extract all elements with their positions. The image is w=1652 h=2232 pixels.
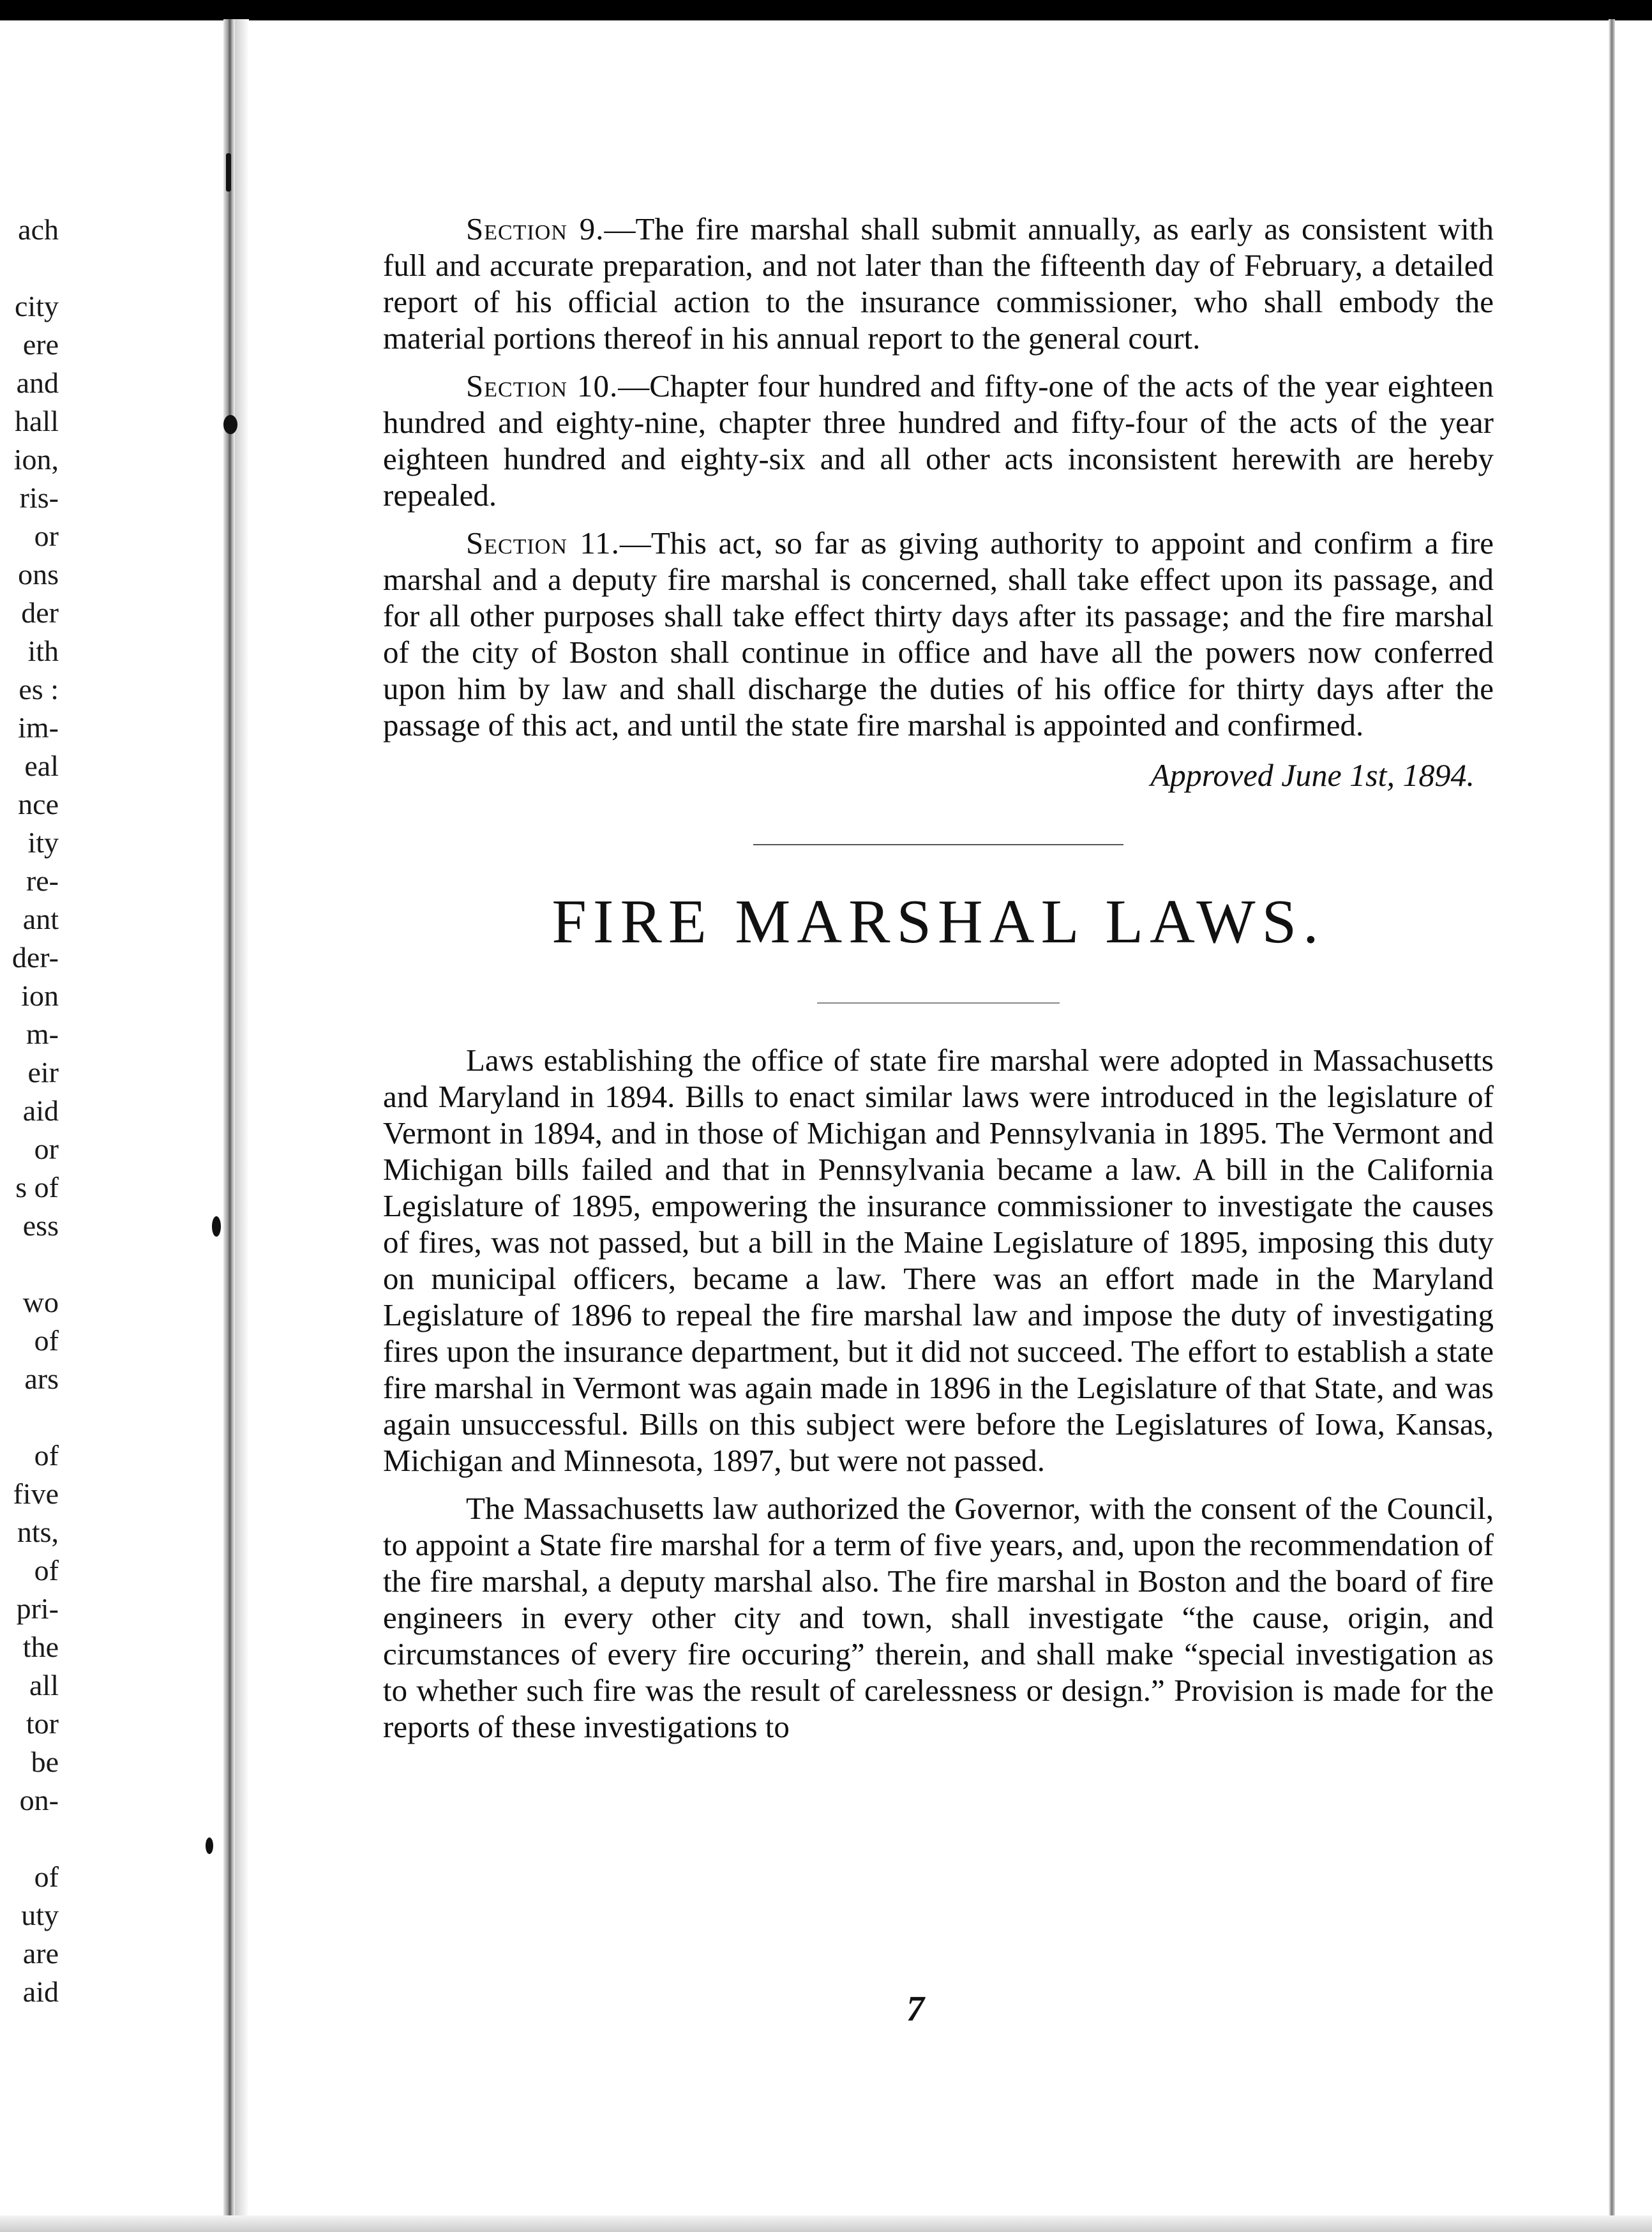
fragment-line [0,1398,59,1436]
fragment-line: der [21,596,59,629]
fragment-line: nts, [17,1516,59,1548]
section-10 [383,368,1494,513]
fragment-line: five [13,1477,59,1510]
section-text: —This act, so far as giving authority to appoint and confirm a fire marshal and a deputy fire marshal is concerned, shall take effect upon its passage, and for all other purposes shall take effect thirty days after its passage; and the fire marshal of the city of Boston shall continue in office and have all the powers now conferred upon him by law and shall discharge the duties of his office for thirty days after the passage of this act, and until the state fire marshal is appointed and confirmed. [383,525,1494,743]
gutter-shadow [235,19,249,2215]
section-label: Section 9. [466,211,604,246]
fragment-line: be [31,1746,59,1778]
section-text: —The fire marshal shall submit annually, as early as consistent with full and accurate preparation, and not later than the fifteenth day of February, a detailed report of his official action to the insurance commissioner, who shall embody the material portions thereof in his annual report to the general court. [383,211,1494,356]
page-right-edge [1609,19,1615,2215]
divider-rule [753,844,1123,845]
fragment-line: hall [15,405,59,437]
fragment-line [0,1245,59,1283]
fragment-line: uty [21,1899,59,1931]
fragment-line: ere [22,328,59,361]
book-gutter [223,19,235,2215]
fragment-line: es : [19,673,59,705]
fragment-line: or [34,1133,59,1165]
fragment-line: pri- [16,1592,59,1625]
section-label: Section 10. [466,368,619,403]
fragment-line: ion, [13,443,59,476]
fragment-line: of [34,1554,59,1587]
page-bottom-edge [0,2215,1652,2232]
fragment-line: ion [21,979,59,1012]
fragment-line: re- [26,864,59,897]
section-9 [383,211,1494,356]
scan-top-band [0,0,1652,20]
fragment-line: m- [26,1018,59,1050]
fragment-line: on- [19,1784,59,1816]
fragment-line: tor [26,1707,59,1740]
fragment-line: ant [22,903,59,935]
fragment-line: and [16,366,59,399]
section-text: —Chapter four hundred and fifty-one of the acts of the year eighteen hundred and eighty-nine, chapter three hundred and fifty-four of the acts of the year eighteen hundred and eighty-six and all other acts inconsistent herewith are hereby repealed. [383,368,1494,513]
fragment-line: or [34,520,59,552]
body-paragraph: Laws establishing the office of state fire marshal were adopted in Massachusetts and Maryland in 1894. Bills to enact similar laws were introduced in the legislature of Vermont in 1894, and in those of Michigan and Pennsylvania in 1895. The Vermont and Michigan bills failed and that in Pennsylvania became a law. A bill in the California Legislature of 1895, empowering the insurance commissioner to investigate the causes of fires, was not passed, but a bill in the Maine Legislature of 1895, imposing this duty on municipal officers, became a law. There was an effort made in the Maryland Legislature of 1896 to repeal the fire marshal law and impose the duty of investigating fires upon the insurance department, but it did not succeed. The effort to establish a state fire marshal in Vermont was again made in 1896 in the Legislature of that State, and was again unsuccessful. Bills on this subject were before the Legislatures of Iowa, Kansas, Michigan and Minnesota, 1897, but were not passed. [383,1042,1494,1478]
divider-rule [817,1002,1060,1004]
fragment-line: s of [15,1171,59,1203]
section-label: Section 11. [466,525,620,561]
fragment-line: of [34,1439,59,1472]
fragment-line: nce [18,788,59,820]
fragment-line: ris- [19,481,59,514]
fragment-line: ars [24,1362,59,1395]
page-body [383,211,1494,1756]
approval-date: Approved June 1st, 1894. [1150,757,1475,793]
fragment-line: are [22,1937,59,1970]
fragment-line [0,249,59,287]
fragment-line: ity [27,826,59,859]
fragment-line: all [29,1669,59,1701]
fragment-line: eir [27,1056,59,1089]
binding-mark [223,415,237,434]
body-paragraph: The Massachusetts law authorized the Governor, with the consent of the Council, to appoint a State fire marshal for a term of five years, and, upon the recommendation of the fire marshal, a deputy marshal also. The fire marshal in Boston and the board of fire engineers in every other city and town, shall investigate “the cause, origin, and circumstances of every fire occuring” therein, and shall make “special investigation as to whether such fire was the result of carelessness or design.” Provision is made for the reports of these investigations to [383,1490,1494,1744]
fragment-line: eal [24,750,59,782]
section-11 [383,525,1494,743]
fragment-line [0,1820,59,1858]
fragment-line: ach [18,213,59,246]
fragment-line: wo [22,1286,59,1318]
fragment-line: of [34,1860,59,1893]
fragment-line: aid [22,1094,59,1127]
fragment-line: ith [27,635,59,667]
binding-mark [206,1837,213,1854]
fragment-line: of [34,1324,59,1357]
binding-mark [226,153,231,192]
fragment-line: the [22,1631,59,1663]
page-number: 7 [906,1989,924,2029]
fragment-line: city [15,290,59,322]
fragment-line: im- [18,711,59,744]
fragment-line: ons [18,558,59,591]
binding-mark [212,1216,221,1237]
fragment-line: der- [11,941,59,974]
fragment-line: ess [22,1209,59,1242]
fragment-line: aid [22,1975,59,2008]
facing-page-fragment [0,211,59,2011]
page-heading: FIRE MARSHAL LAWS. [552,887,1325,956]
